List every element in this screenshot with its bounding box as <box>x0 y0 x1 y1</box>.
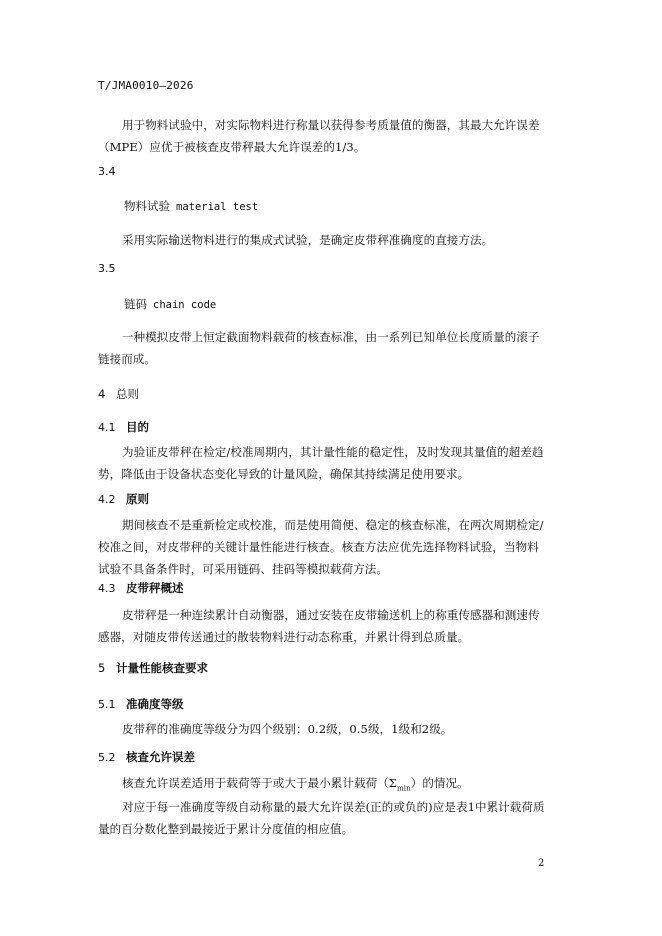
section-heading-5-2 <box>98 749 195 765</box>
page-number: 2 <box>538 858 545 869</box>
section-title: 总则 <box>116 387 139 401</box>
clause-number-3-5: 3.5 <box>98 262 116 275</box>
section-heading-4 <box>98 386 139 402</box>
term-zh: 链码 <box>124 297 147 311</box>
clause-number-3-4: 3.4 <box>98 165 116 178</box>
section-number: 5.1 <box>98 698 116 711</box>
term-en: material test <box>176 201 259 213</box>
section-number: 5.2 <box>98 751 116 764</box>
section-heading-5 <box>98 660 208 676</box>
section-heading-4-2 <box>98 491 149 507</box>
paragraph-principle: 期间核查不是重新检定或校准，而是使用简便、稳定的核查标准，在两次周期检定/校准之间，对皮带秤的关键计量性能进行核查。核查方法应优先选择物料试验，当物料试验不具备条件时，可采用链码、挂码等模拟载荷方法。 <box>98 518 544 576</box>
section-number: 5 <box>98 661 106 675</box>
section-heading-5-1 <box>98 696 184 712</box>
paragraph-accuracy-classes: 皮带秤的准确度等级分为四个级别：0.2级，0.5级，1级和2级。 <box>122 722 453 736</box>
section-number: 4.3 <box>98 582 116 595</box>
paragraph-mpe-rule: 对应于每一准确度等级自动称量的最大允许误差(正的或负的)应是表1中累计载荷质量的百分数化整到最接近于累计分度值的相应值。 <box>98 800 545 836</box>
term-zh: 物料试验 <box>124 199 170 213</box>
text-post: ）的情况。 <box>410 776 469 790</box>
standard-code: T/JMA0010—2026 <box>98 79 194 92</box>
subscript-min: min <box>397 784 411 793</box>
section-number: 4 <box>98 387 106 401</box>
section-number: 4.1 <box>98 421 116 434</box>
term-en: chain code <box>153 299 217 311</box>
section-title: 核查允许误差 <box>126 750 195 764</box>
text-pre: 核查允许误差适用于载荷等于或大于最小累计载荷（Σ <box>122 776 398 790</box>
paragraph-belt-scale-overview: 皮带秤是一种连续累计自动衡器，通过安装在皮带输送机上的称重传感器和测速传感器，对随皮带传送通过的散装物料进行动态称重，并累计得到总质量。 <box>98 608 540 644</box>
paragraph-material-test-def: 采用实际输送物料进行的集成式试验，是确定皮带秤准确度的直接方法。 <box>122 233 494 247</box>
section-title: 目的 <box>126 420 149 434</box>
paragraph-purpose: 为验证皮带秤在检定/校准周期内，其计量性能的稳定性，及时发现其量值的超差趋势，降低由于设备状态变化导致的计量风险，确保其持续满足使用要求。 <box>98 445 544 481</box>
term-chain-code <box>124 296 216 312</box>
section-title: 准确度等级 <box>126 697 184 711</box>
paragraph-reference-scale: 用于物料试验中，对实际物料进行称量以获得参考质量值的衡器，其最大允许误差（MPE）应优于被核查皮带秤最大允许误差的1/3。 <box>98 118 540 154</box>
section-title: 皮带秤概述 <box>126 581 184 595</box>
section-number: 4.2 <box>98 493 116 506</box>
term-material-test <box>124 198 258 214</box>
section-title: 原则 <box>126 492 149 506</box>
section-title: 计量性能核查要求 <box>116 661 208 675</box>
paragraph-chain-code-def: 一种模拟皮带上恒定截面物料载荷的核查标准，由一系列已知单位长度质量的滚子链接而成。 <box>98 330 540 366</box>
section-heading-4-1 <box>98 419 149 435</box>
section-heading-4-3 <box>98 580 184 596</box>
